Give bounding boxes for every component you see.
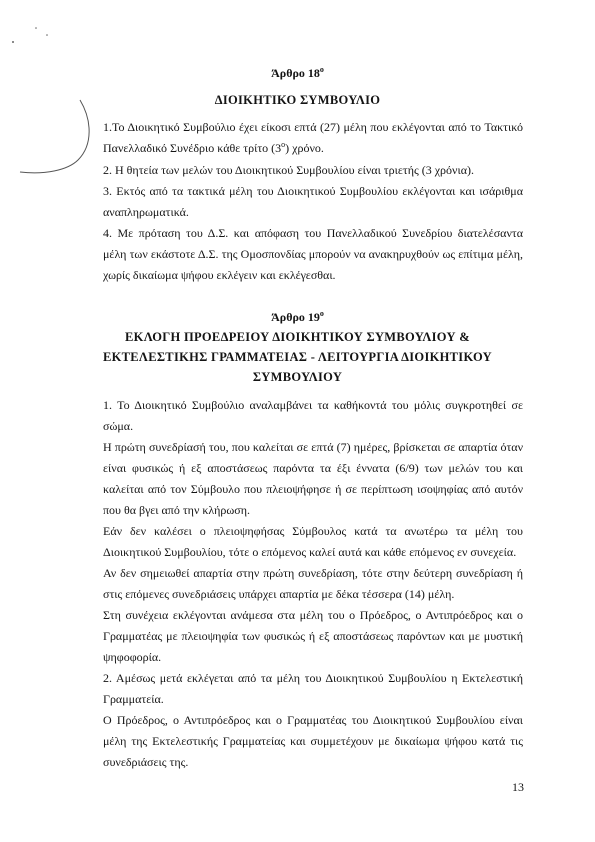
article-18-line-2-before: Πανελλαδικό Συνέδριο κάθε τρίτο (3 (103, 141, 282, 155)
article-18-line-6: 4. Με πρόταση του Δ.Σ. και απόφαση του Πανελλαδικού Συνεδρίου διατελέσαντα (103, 226, 523, 240)
article-18-line-7: μέλη των εκάστοτε Δ.Σ. της Ομοσπονδίας μπορούν να ανακηρυχθούν ως επίτιμα μέλη, (103, 247, 523, 261)
article-19-line-9: Αν δεν σημειωθεί απαρτία στην πρώτη συνεδρίαση, τότε στην δεύτερη συνεδρίαση ή (103, 566, 523, 580)
article-19-line-15: Γραμματεία. (103, 692, 164, 706)
article-19-line-8: Διοικητικού Συμβουλίου, τότε ο επόμενος καλεί αυτά και κάθε επόμενος εν συνεχεία. (103, 545, 517, 559)
article-19-title-line-3: ΣΥΜΒΟΥΛΙΟΥ (252, 370, 343, 384)
article-19-line-10: στις επόμενες συνεδριάσεις υπάρχει απαρτία με δέκα τέσσερα (14) μέλη. (103, 587, 455, 601)
article-18-line-8: χωρίς δικαίωμα ψήφου εκλέγειν και εκλέγεσθαι. (103, 268, 336, 282)
page-number: 13 (512, 780, 524, 794)
article-19-line-12: Γραμματέας με πλειοψηφία των φυσικώς ή εξ αποστάσεως παρόντων και με μυστική (103, 629, 523, 643)
article-19-line-18: συνεδριάσεις της. (103, 755, 189, 769)
article-18-heading-sup: ο (319, 65, 324, 74)
article-19-heading-sup: ο (319, 309, 324, 318)
article-19-title-line-1: ΕΚΛΟΓΗ ΠΡΟΕΔΡΕΙΟΥ ΔΙΟΙΚΗΤΙΚΟΥ ΣΥΜΒΟΥΛΙΟΥ & (125, 330, 470, 344)
article-19-line-3: Η πρώτη συνεδρίασή του, που καλείται σε επτά (7) ημέρες, βρίσκεται σε απαρτία όταν (103, 440, 523, 454)
article-19-line-6: που θα βγει από την κλήρωση. (103, 503, 251, 517)
article-19-line-11: Στη συνέχεια εκλέγονται ανάμεσα στα μέλη του ο Πρόεδρος, ο Αντιπρόεδρος και ο (103, 608, 523, 622)
article-18-line-2-after: ) χρόνο. (285, 141, 324, 155)
article-19-heading-text: Άρθρο 19 (271, 310, 320, 324)
article-19-line-14: 2. Αμέσως μετά εκλέγεται από τα μέλη του Διοικητικού Συμβουλίου η Εκτελεστική (103, 671, 523, 685)
article-18-line-2-sup: ο (281, 140, 286, 149)
article-18-heading-text: Άρθρο 18 (271, 66, 320, 80)
article-18-line-3: 2. Η θητεία των μελών του Διοικητικού Συμβουλίου είναι τριετής (3 χρόνια). (103, 163, 474, 177)
article-18-heading (0, 66, 595, 81)
article-19-line-2: σώμα. (103, 419, 134, 433)
article-19-line-16: Ο Πρόεδρος, ο Αντιπρόεδρος και ο Γραμματέας του Διοικητικού Συμβουλίου είναι (103, 713, 523, 727)
article-19-line-5: καλείται από τον Σύμβουλο που πλειοψήφησε ή σε περίπτωση ισοψηφίας από αυτόν (103, 482, 523, 496)
article-19-heading (0, 310, 595, 325)
article-19-line-7: Εάν δεν καλέσει ο πλειοψηφήσας Σύμβουλος κατά τα ανωτέρω τα μέλη του (103, 524, 523, 538)
article-18-title: ΔΙΟΙΚΗΤΙΚΟ ΣΥΜΒΟΥΛΙΟ (214, 93, 381, 107)
article-18-line-1: 1.Το Διοικητικό Συμβούλιο έχει είκοσι επτά (27) μέλη που εκλέγονται από το Τακτικό (103, 120, 523, 134)
article-19-line-13: ψηφοφορία. (103, 650, 162, 664)
article-18-line-2 (103, 141, 523, 156)
article-19-line-1: 1. Το Διοικητικό Συμβούλιο αναλαμβάνει τα καθήκοντά του μόλις συγκροτηθεί σε (103, 398, 523, 412)
article-19-line-17: μέλη της Εκτελεστικής Γραμματείας και συμμετέχουν με δικαίωμα ψήφου κατά τις (103, 734, 523, 748)
article-18-line-5: αναπληρωματικά. (103, 205, 189, 219)
article-19-line-4: είναι φυσικώς ή εξ αποστάσεως παρόντα τα έξι έννατα (6/9) των μελών του και (103, 461, 523, 475)
article-19-title-line-2: ΕΚΤΕΛΕΣΤΙΚΗΣ ΓΡΑΜΜΑΤΕΙΑΣ - ΛΕΙΤΟΥΡΓΙΑ ΔΙΟΙΚΗΤΙΚΟΥ (103, 350, 492, 364)
article-18-line-4: 3. Εκτός από τα τακτικά μέλη του Διοικητικού Συμβουλίου εκλέγονται και ισάριθμα (103, 184, 523, 198)
